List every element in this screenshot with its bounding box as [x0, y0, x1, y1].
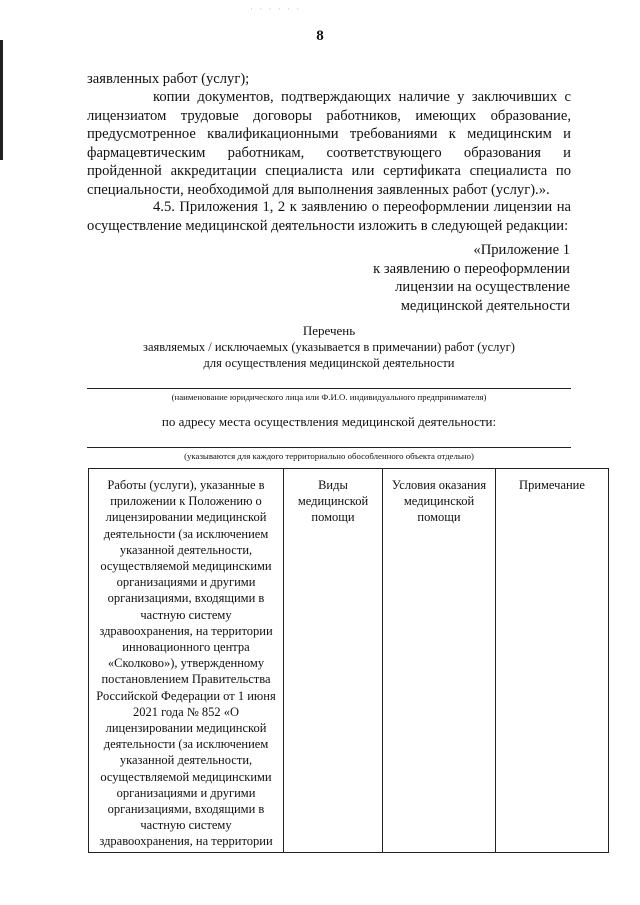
paragraph-continuation: заявленных работ (услуг);: [87, 71, 250, 87]
scan-edge-mark: [0, 40, 3, 160]
paragraph-4-5: 4.5. Приложения 1, 2 к заявлению о переоформлении лицензии на осуществление медицинской деятельности изложить в следующей редакции:: [87, 199, 571, 234]
address-label: по адресу места осуществления медицинской деятельности:: [161, 414, 497, 429]
appendix-line-3: лицензии на осуществление: [395, 279, 570, 296]
appendix-line-1: «Приложение 1: [473, 242, 570, 258]
faint-stamp: · · · · · ·: [250, 4, 302, 14]
appendix-header: [270, 241, 570, 315]
paragraph-documents: копии документов, подтверждающих наличие у заключивших с лицензиатом трудовые договоры работников, имеющих образование, предусмотренное квалификационными требованиями к медицинским и фармацевтическим работникам, соответствующего образования и пройденной аккредитации специалиста или сертификата специалиста по специальности, необходимой для выполнения заявленных работ (услуг).».: [87, 89, 571, 198]
column-care-types: Виды медицинской помощи: [284, 469, 383, 853]
fill-line-organization: [87, 388, 571, 389]
column-note: Примечание: [496, 469, 609, 853]
services-table: [88, 468, 609, 853]
column-works-services: Работы (услуги), указанные в приложении к Положению о лицензировании медицинской деятельности (за исключением указанной деятельности, осуществляемой медицинскими организациями и другими организациями, входящими в частную систему здравоохранения, на территории инновационного центра «Сколково»), утвержденному постановлением Правительства Российской Федерации от 1 июня 2021 года № 852 «О лицензировании медицинской деятельности (за исключением указанной деятельности, осуществляемой медицинскими организациями и другими организациями, входящими в частную систему здравоохранения, на территории: [89, 469, 284, 853]
page-number: 8: [316, 28, 324, 44]
list-title: Перечень: [302, 323, 356, 338]
appendix-line-2: к заявлению о переоформлении: [373, 260, 570, 277]
table-row: [89, 469, 609, 853]
caption-organization: (наименование юридического лица или Ф.И.О. индивидуального предпринимателя): [171, 392, 487, 402]
list-subtitle-2: для осуществления медицинской деятельности: [203, 356, 455, 370]
list-subtitle-1: заявляемых / исключаемых (указывается в примечании) работ (услуг): [143, 340, 515, 354]
column-care-conditions: Условия оказания медицинской помощи: [383, 469, 496, 853]
caption-address: (указываются для каждого территориально обособленного объекта отдельно): [184, 451, 474, 461]
appendix-line-4: медицинской деятельности: [400, 297, 570, 314]
fill-line-address: [87, 447, 571, 448]
